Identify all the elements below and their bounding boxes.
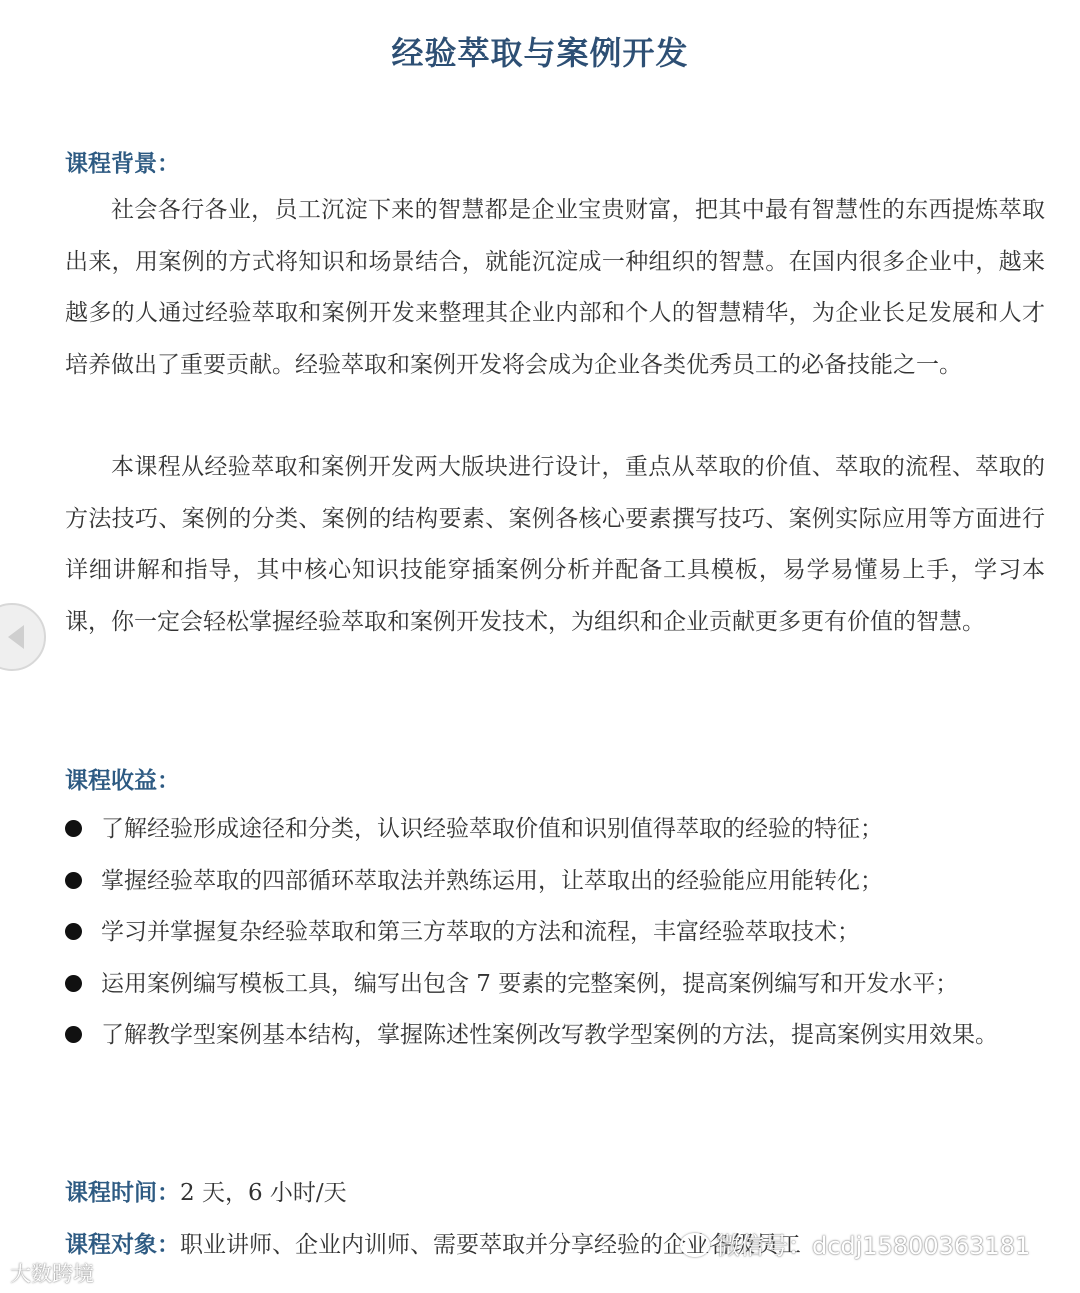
benefit-item: [65, 907, 1045, 959]
benefit-text: 运用案例编写模板工具，编写出包含 7 要素的完整案例，提高案例编写和开发水平；: [101, 970, 959, 997]
bullet-dot-icon: [65, 923, 82, 940]
bullet-dot-icon: [65, 975, 82, 992]
watermark-right: [680, 1226, 1030, 1261]
bullet-dot-icon: [65, 820, 82, 837]
audience-label: 课程对象：: [65, 1231, 180, 1258]
duration-label: 课程时间：: [65, 1179, 180, 1206]
benefit-text: 了解经验形成途径和分类，认识经验萃取价值和识别值得萃取的经验的特征；: [101, 816, 883, 842]
benefit-text: 掌握经验萃取的四部循环萃取法并熟练运用，让萃取出的经验能应用能转化；: [101, 867, 883, 894]
benefit-item: [65, 1010, 1045, 1062]
duration-line: [65, 1174, 347, 1207]
duration-value: 2 天，6 小时/天: [180, 1180, 347, 1206]
watermark-left-text: 大数跨境: [10, 1262, 94, 1286]
background-paragraph-2: 本课程从经验萃取和案例开发两大版块进行设计，重点从萃取的价值、萃取的流程、萃取的方法技巧、案例的分类、案例的结构要素、案例各核心要素撰写技巧、案例实际应用等方面进行详细讲解和指导，其中核心知识技能穿插案例分析并配备工具模板，易学易懂易上手，学习本课，你一定会轻松掌握经验萃取和案例开发技术，为组织和企业贡献更多更有价值的智慧。: [65, 454, 1045, 635]
benefit-text: 了解教学型案例基本结构，掌握陈述性案例改写教学型案例的方法，提高案例实用效果。: [101, 1022, 998, 1048]
benefits-heading: 课程收益：: [65, 767, 180, 794]
watermark-right-text: 微信号：dcdj15800363181: [716, 1232, 1031, 1260]
benefit-item: [65, 804, 1045, 856]
benefits-list: [65, 804, 1045, 1062]
chevron-left-icon[interactable]: [0, 603, 46, 671]
background-heading: 课程背景：: [65, 150, 180, 177]
bullet-dot-icon: [65, 872, 82, 889]
background-paragraph-1: 社会各行各业，员工沉淀下来的智慧都是企业宝贵财富，把其中最有智慧性的东西提炼萃取出来，用案例的方式将知识和场景结合，就能沉淀成一种组织的智慧。在国内很多企业中，越来越多的人通过经验萃取和案例开发来整理其企业内部和个人的智慧精华，为企业长足发展和人才培养做出了重要贡献。经验萃取和案例开发将会成为企业各类优秀员工的必备技能之一。: [65, 197, 1045, 378]
wechat-icon: [680, 1233, 710, 1257]
benefit-item: [65, 959, 1045, 1011]
page-title: 经验萃取与案例开发: [391, 34, 689, 72]
benefit-item: [65, 856, 1045, 908]
benefit-text: 学习并掌握复杂经验萃取和第三方萃取的方法和流程，丰富经验萃取技术；: [101, 919, 860, 945]
audience-value: 职业讲师、企业内训师、需要萃取并分享经验的企业各级员工: [180, 1232, 801, 1258]
watermark-left: [10, 1258, 94, 1288]
bullet-dot-icon: [65, 1026, 82, 1043]
